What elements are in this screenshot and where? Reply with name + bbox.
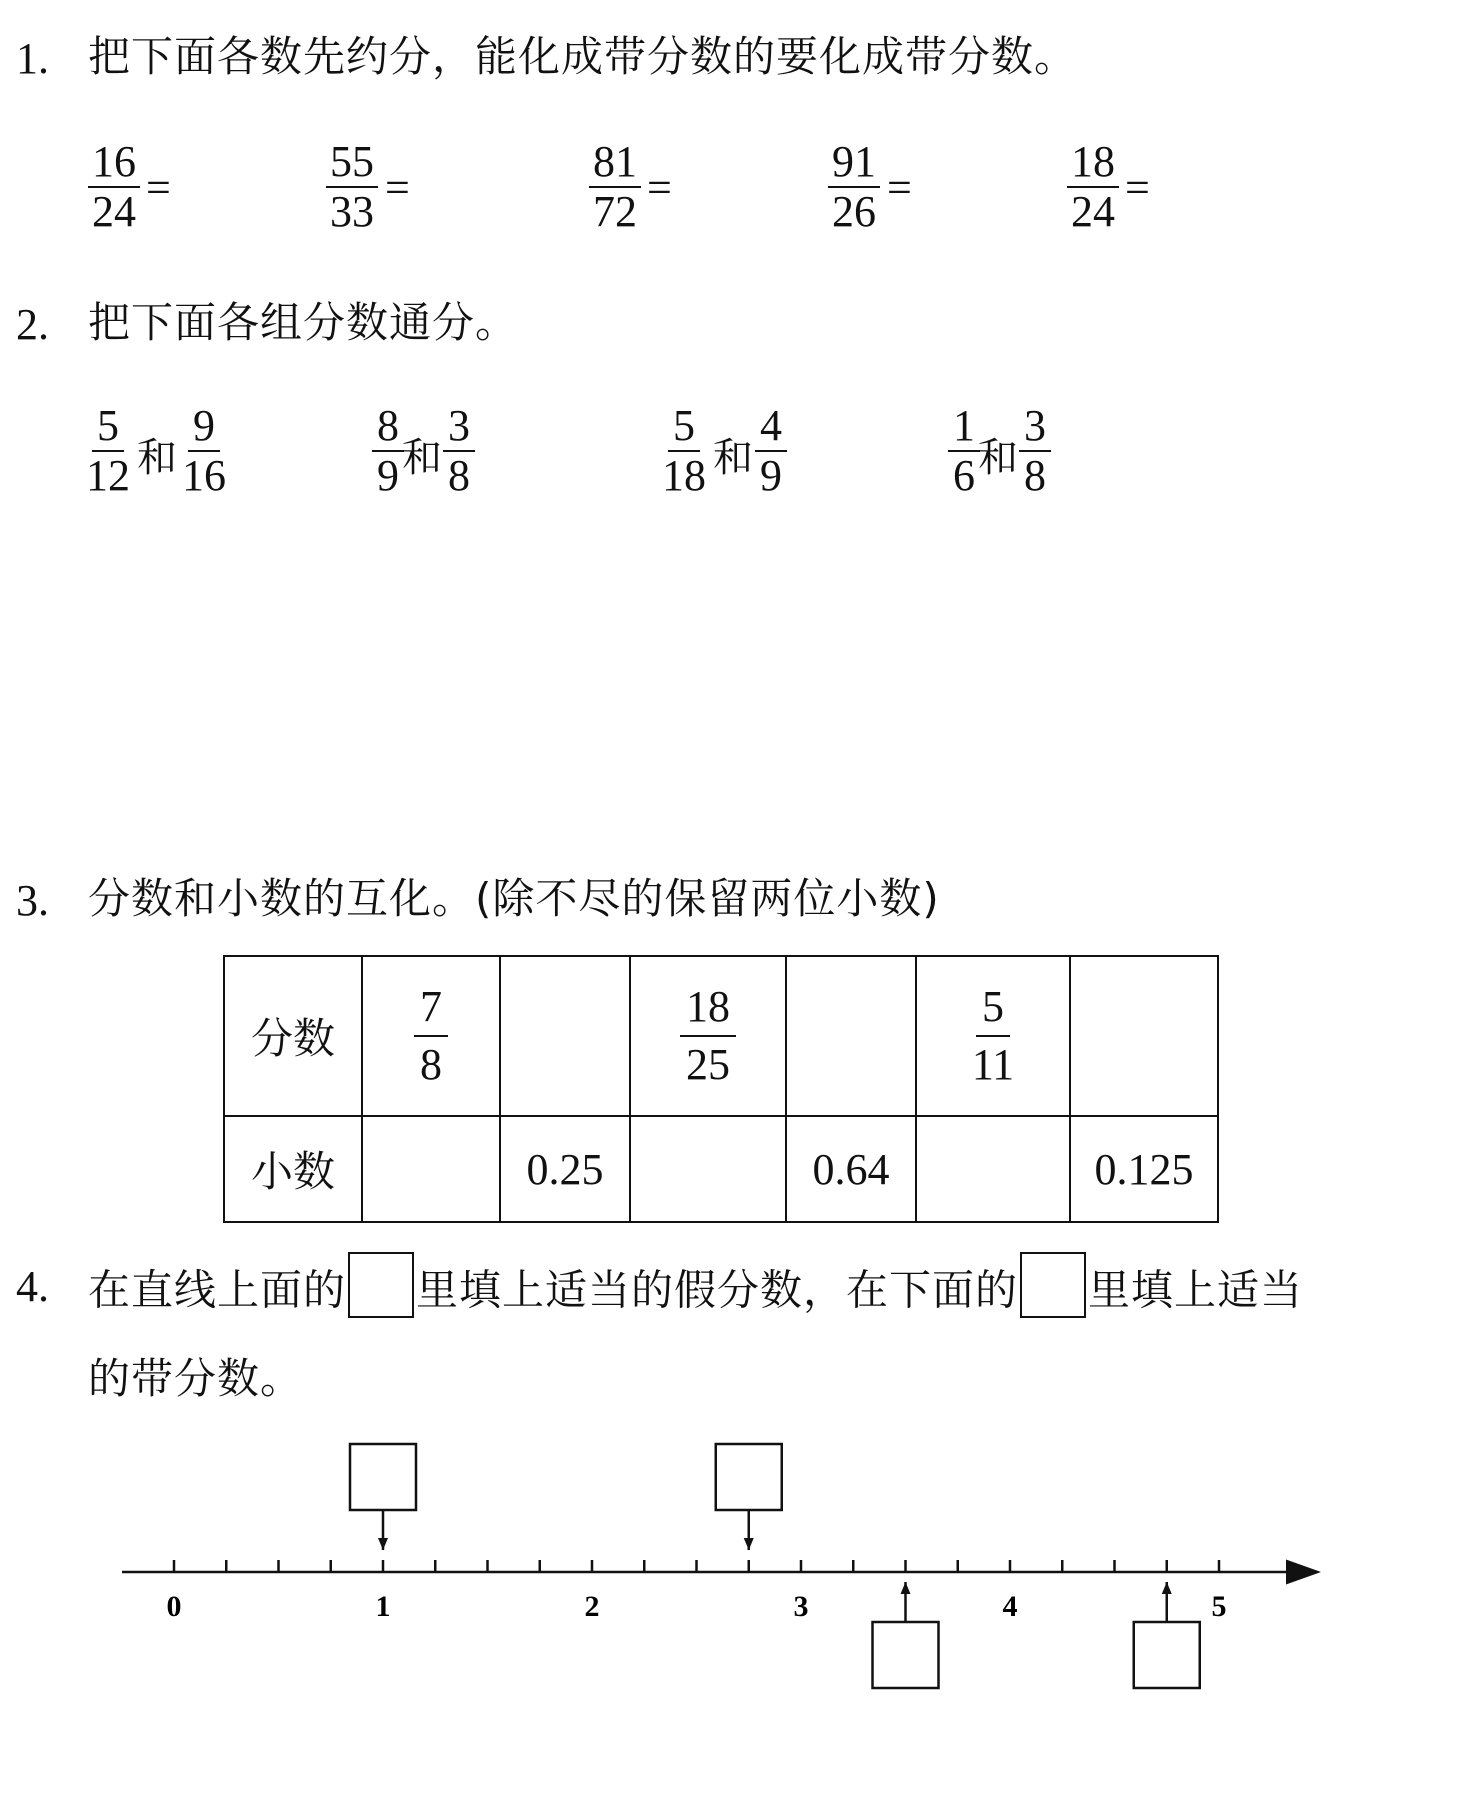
fraction-cell-4-blank[interactable] xyxy=(786,956,916,1116)
fraction xyxy=(414,979,448,1093)
q2-pair4-fraction-b xyxy=(1019,402,1051,500)
axis-ticks xyxy=(174,1560,1219,1572)
numerator: 16 xyxy=(88,138,140,188)
denominator: 9 xyxy=(760,451,782,500)
numerator: 18 xyxy=(680,979,736,1037)
axis-labels xyxy=(167,1590,1227,1623)
q1-equals-1: = xyxy=(146,163,171,212)
denominator: 8 xyxy=(448,451,470,500)
denominator: 12 xyxy=(86,451,130,500)
q2-pair2-joiner: 和 xyxy=(402,435,442,481)
lower-pointer-arrow-2-head xyxy=(1162,1582,1172,1594)
denominator: 6 xyxy=(953,451,975,500)
q1-fraction-5 xyxy=(1067,138,1119,236)
number-line xyxy=(0,1420,1464,1700)
answer-boxes xyxy=(350,1444,1200,1688)
q1-fraction-2 xyxy=(326,138,378,236)
denominator: 18 xyxy=(662,451,706,500)
q2-pair1-fraction-a xyxy=(86,402,130,500)
q1-number: 1. xyxy=(16,34,49,83)
numerator: 18 xyxy=(1067,138,1119,188)
q1-fraction-1 xyxy=(88,138,140,236)
fraction-cell-2-blank[interactable] xyxy=(500,956,630,1116)
denominator: 25 xyxy=(686,1040,730,1089)
fraction xyxy=(680,979,736,1093)
decimal-cell-1-blank[interactable] xyxy=(362,1116,500,1222)
q1-instruction: 把下面各数先约分，能化成带分数的要化成带分数。 xyxy=(88,32,1078,81)
q2-pair3-fraction-b xyxy=(755,402,787,500)
axis-label: 5 xyxy=(1211,1590,1227,1623)
axis-label: 4 xyxy=(1002,1590,1018,1623)
numerator: 4 xyxy=(755,402,787,452)
axis-label: 3 xyxy=(793,1590,809,1623)
q4-text-part3: 里填上适当 xyxy=(1088,1265,1304,1315)
denominator: 8 xyxy=(420,1040,442,1089)
q2-number: 2. xyxy=(16,300,49,349)
upper-pointer-arrow-2-head xyxy=(744,1538,754,1550)
q4-text-part2: 里填上适当的假分数，在下面的 xyxy=(416,1265,1019,1315)
row-label-fraction: 分数 xyxy=(224,956,362,1116)
q1-fraction-4 xyxy=(828,138,880,236)
numerator: 91 xyxy=(828,138,880,188)
q2-instruction: 把下面各组分数通分。 xyxy=(88,298,519,347)
upper-answer-box-2[interactable] xyxy=(716,1444,782,1510)
fraction xyxy=(972,979,1014,1093)
numerator: 9 xyxy=(188,402,220,452)
q1-equals-4: = xyxy=(887,163,912,212)
denominator: 72 xyxy=(593,187,637,236)
q2-pair4-fraction-a xyxy=(948,402,980,500)
numerator: 55 xyxy=(326,138,378,188)
denominator: 33 xyxy=(330,187,374,236)
fraction-row xyxy=(224,956,1218,1116)
denominator: 11 xyxy=(971,1040,1015,1089)
numerator: 1 xyxy=(948,402,980,452)
q2-pair3-fraction-a xyxy=(662,402,706,500)
lower-answer-box-2[interactable] xyxy=(1134,1622,1200,1688)
numerator: 3 xyxy=(1019,402,1051,452)
decimal-cell-6: 0.125 xyxy=(1070,1116,1218,1222)
q3-instruction: 分数和小数的互化。(除不尽的保留两位小数) xyxy=(88,874,940,923)
q1-equals-2: = xyxy=(385,163,410,212)
q1-equals-3: = xyxy=(647,163,672,212)
q4-instruction-line2: 的带分数。 xyxy=(88,1354,304,1403)
inline-answer-box-icon xyxy=(348,1252,414,1318)
upper-answer-box-1[interactable] xyxy=(350,1444,416,1510)
q2-pair3-joiner: 和 xyxy=(713,435,753,481)
fraction-cell-5 xyxy=(916,956,1070,1116)
q1-equals-5: = xyxy=(1125,163,1150,212)
q4-text-part1: 在直线上面的 xyxy=(88,1265,347,1315)
row-label-decimal: 小数 xyxy=(224,1116,362,1222)
q2-pair2-fraction-b xyxy=(443,402,475,500)
axis-label: 0 xyxy=(166,1590,182,1623)
inline-answer-box-icon xyxy=(1020,1252,1086,1318)
decimal-cell-3-blank[interactable] xyxy=(630,1116,786,1222)
decimal-row xyxy=(224,1116,1218,1222)
q4-instruction-line1 xyxy=(88,1260,1303,1326)
denominator: 8 xyxy=(1024,451,1046,500)
denominator: 24 xyxy=(1071,187,1115,236)
numerator: 5 xyxy=(668,402,700,452)
decimal-cell-2: 0.25 xyxy=(500,1116,630,1222)
decimal-cell-4: 0.64 xyxy=(786,1116,916,1222)
numerator: 5 xyxy=(976,979,1010,1037)
conversion-table xyxy=(223,955,1219,1223)
fraction-cell-6-blank[interactable] xyxy=(1070,956,1218,1116)
q2-pair2-fraction-a xyxy=(372,402,404,500)
numerator: 8 xyxy=(372,402,404,452)
upper-pointer-arrow-1-head xyxy=(378,1538,388,1550)
q3-number: 3. xyxy=(16,876,49,925)
fraction-cell-3 xyxy=(630,956,786,1116)
axis-label: 2 xyxy=(584,1590,600,1623)
q2-pair1-fraction-b xyxy=(182,402,226,500)
q2-pair1-joiner: 和 xyxy=(137,435,177,481)
fraction-cell-1 xyxy=(362,956,500,1116)
denominator: 26 xyxy=(832,187,876,236)
numerator: 3 xyxy=(443,402,475,452)
denominator: 16 xyxy=(182,451,226,500)
axis-label: 1 xyxy=(375,1590,391,1623)
q4-number: 4. xyxy=(16,1262,49,1311)
numerator: 81 xyxy=(589,138,641,188)
numerator: 7 xyxy=(414,979,448,1037)
q1-fraction-3 xyxy=(589,138,641,236)
lower-pointer-arrow-1-head xyxy=(901,1582,911,1594)
decimal-cell-5-blank[interactable] xyxy=(916,1116,1070,1222)
numerator: 5 xyxy=(92,402,124,452)
q2-pair4-joiner: 和 xyxy=(978,435,1018,481)
lower-answer-box-1[interactable] xyxy=(873,1622,939,1688)
denominator: 9 xyxy=(377,451,399,500)
denominator: 24 xyxy=(92,187,136,236)
